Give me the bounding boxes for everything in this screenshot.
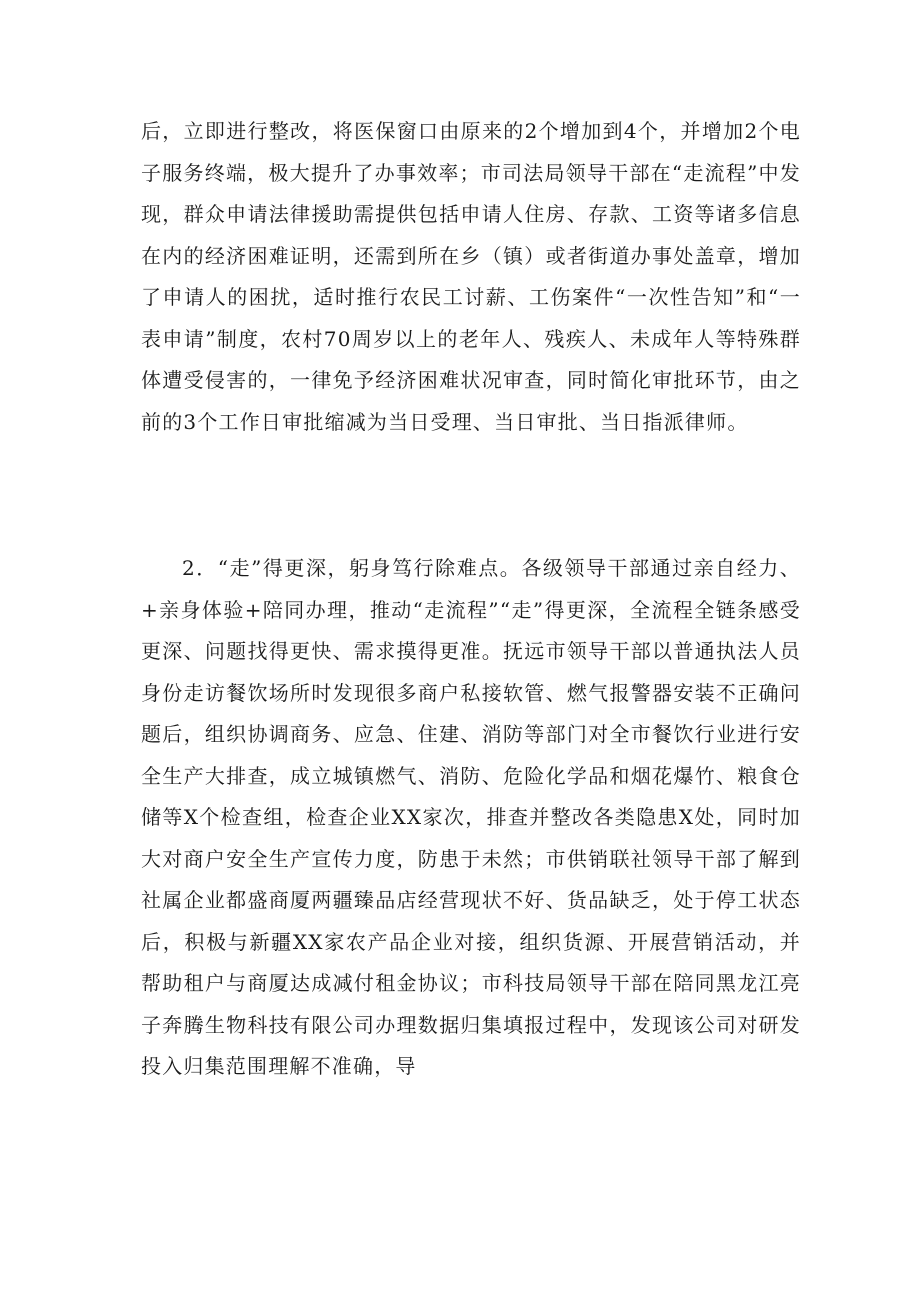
paragraph-continuation: 后，立即进行整改，将医保窗口由原来的2个增加到4个，并增加2个电子服务终端，极大提升了办事效率；市司法局领导干部在“走流程”中发现，群众申请法律援助需提供包括申请人住房、存款、工资等诸多信息在内的经济困难证明，还需到所在乡（镇）或者街道办事处盖章，增加了申请人的困扰，适时推行农民工讨薪、工伤案件“一次性告知”和“一表申请”制度，农村70周岁以上的老年人、残疾人、未成年人等特殊群体遭受侵害的，一律免予经济困难状况审查，同时简化审批环节，由之前的3个工作日审批缩减为当日受理、当日审批、当日指派律师。 (141, 119, 801, 434)
paragraph-section-2: 2．“走”得更深，躬身笃行除难点。各级领导干部通过亲自经力、+亲身体验+陪同办理，推动“走流程”“走”得更深，全流程全链条感受更深、问题找得更快、需求摸得更准。抚远市领导干部以普通执法人员身份走访餐饮场所时发现很多商户私接软管、燃气报警器安装不正确问题后，组织协调商务、应急、住建、消防等部门对全市餐饮行业进行安全生产大排查，成立城镇燃气、消防、危险化学品和烟花爆竹、粮食仓储等X个检查组，检查企业XX家次，排查并整改各类隐患X处，同时加大对商户安全生产宣传力度，防患于未然；市供销联社领导干部了解到社属企业都盛商厦两疆臻品店经营现状不好、货品缺乏，处于停工状态后，积极与新疆XX家农产品企业对接，组织货源、开展营销活动，并帮助租户与商厦达成减付租金协议；市科技局领导干部在陪同黑龙江亮子奔腾生物科技有限公司办理数据归集填报过程中，发现该公司对研发投入归集范围理解不准确，导 (141, 556, 801, 1078)
